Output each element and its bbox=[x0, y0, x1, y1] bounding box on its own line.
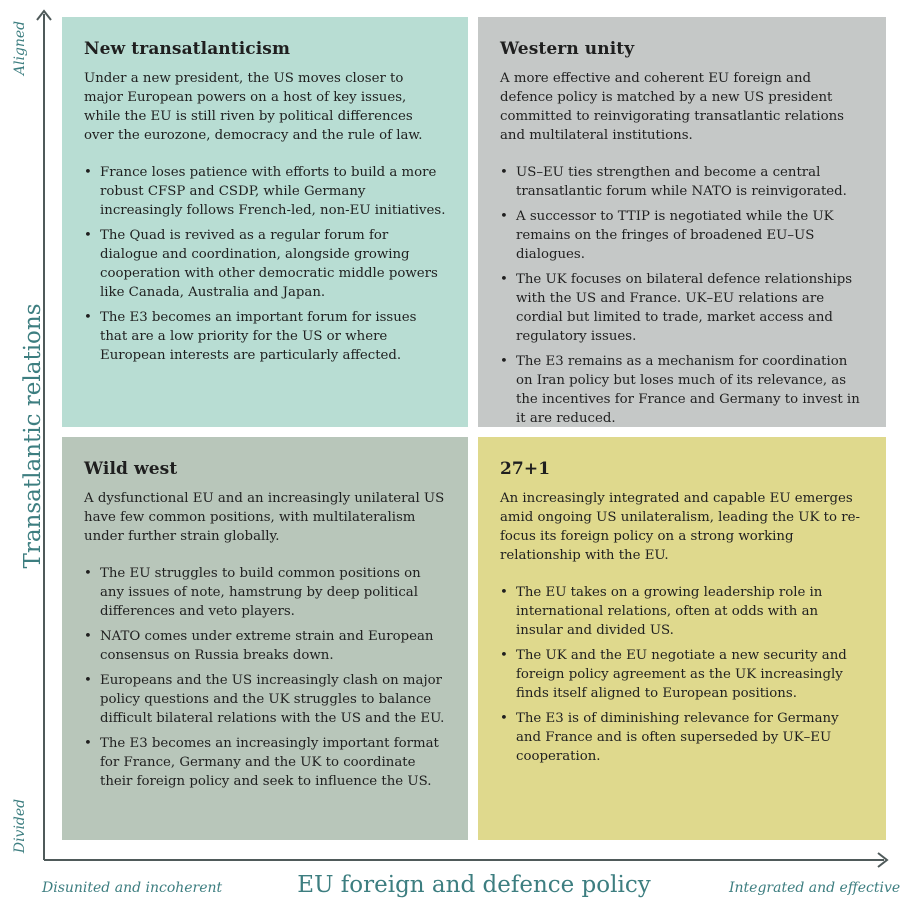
bullet-item: • The E3 becomes an increasingly important format for France, Germany and the UK to coordinate their foreign policy and seek to influence the US. bbox=[84, 734, 446, 791]
bullet-item: • NATO comes under extreme strain and European consensus on Russia breaks down. bbox=[84, 627, 446, 665]
bullet-list bbox=[84, 564, 446, 791]
quadrant-title: Western unity bbox=[500, 39, 635, 59]
quadrant-intro: A more effective and coherent EU foreign and defence policy is matched by a new US president committed to reinvigorating transatlantic relations and multilateral institutions. bbox=[500, 71, 844, 143]
quadrant-new-transatlanticism bbox=[62, 17, 468, 427]
quadrant-title: 27+1 bbox=[500, 459, 551, 479]
bullet-list bbox=[500, 583, 864, 766]
bullet-item: • France loses patience with efforts to build a more robust CFSP and CSDP, while Germany increasingly follows French-led, non-EU initiatives. bbox=[84, 163, 446, 220]
x-axis-title: EU foreign and defence policy bbox=[297, 872, 651, 898]
y-axis-bottom-label: Divided bbox=[12, 798, 28, 854]
y-axis-top-label: Aligned bbox=[12, 20, 28, 76]
quadrant-intro: An increasingly integrated and capable EU emerges amid ongoing US unilateralism, leading the UK to re-focus its foreign policy on a strong working relationship with the EU. bbox=[500, 491, 860, 563]
quadrant-western-unity bbox=[478, 17, 886, 427]
quadrant-intro: A dysfunctional EU and an increasingly unilateral US have few common positions, with multilateralism under further strain globally. bbox=[84, 491, 445, 544]
quadrant-wild-west bbox=[62, 437, 468, 840]
bullet-list bbox=[500, 163, 864, 428]
bullet-item: • The Quad is revived as a regular forum for dialogue and coordination, alongside growing cooperation with other democratic middle powers like Canada, Australia and Japan. bbox=[84, 226, 446, 302]
bullet-item: • US–EU ties strengthen and become a central transatlantic forum while NATO is reinvigorated. bbox=[500, 163, 864, 201]
quadrant-27-plus-1 bbox=[478, 437, 886, 840]
x-axis-arrow-icon bbox=[878, 853, 887, 867]
y-axis-title: Transatlantic relations bbox=[20, 303, 46, 569]
bullet-item: • The EU takes on a growing leadership role in international relations, often at odds with an insular and divided US. bbox=[500, 583, 864, 640]
bullet-item: • A successor to TTIP is negotiated while the UK remains on the fringes of broadened EU–US dialogues. bbox=[500, 207, 864, 264]
bullet-item: • Europeans and the US increasingly clash on major policy questions and the UK struggles to balance difficult bilateral relations with the US and the EU. bbox=[84, 671, 446, 728]
bullet-item: • The UK and the EU negotiate a new security and foreign policy agreement as the UK increasingly finds itself aligned to European positions. bbox=[500, 646, 864, 703]
quadrant-intro: Under a new president, the US moves closer to major European powers on a host of key issues, while the EU is still riven by political differences over the eurozone, democracy and the rule of law. bbox=[84, 71, 423, 143]
x-axis-left-label: Disunited and incoherent bbox=[42, 880, 223, 896]
bullet-item: • The E3 is of diminishing relevance for Germany and France and is often superseded by UK–EU cooperation. bbox=[500, 709, 864, 766]
bullet-list bbox=[84, 163, 446, 365]
bullet-item: • The EU struggles to build common positions on any issues of note, hamstrung by deep political differences and veto players. bbox=[84, 564, 446, 621]
bullet-item: • The E3 becomes an important forum for issues that are a low priority for the US or where European interests are particularly affected. bbox=[84, 308, 446, 365]
bullet-item: • The E3 remains as a mechanism for coordination on Iran policy but loses much of its relevance, as the incentives for France and Germany to invest in it are reduced. bbox=[500, 352, 864, 428]
y-axis-arrow-icon bbox=[37, 11, 51, 20]
quadrant-title: Wild west bbox=[84, 459, 178, 479]
x-axis-right-label: Integrated and effective bbox=[729, 880, 901, 896]
bullet-item: • The UK focuses on bilateral defence relationships with the US and France. UK–EU relations are cordial but limited to trade, market access and regulatory issues. bbox=[500, 270, 864, 346]
quadrant-title: New transatlanticism bbox=[84, 39, 291, 59]
